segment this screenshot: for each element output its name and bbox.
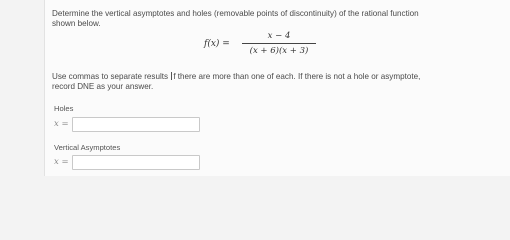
formula-denominator: (x + 6)(x + 3) bbox=[249, 46, 309, 56]
instructions-line-1-end: f there are more than one of each. If there is not a hole or asymptote, bbox=[173, 72, 421, 81]
holes-label: Holes bbox=[54, 104, 74, 113]
question-prompt bbox=[52, 9, 492, 29]
vertical-asymptotes-input[interactable] bbox=[72, 155, 200, 170]
holes-variable: x = bbox=[54, 119, 69, 129]
holes-input[interactable] bbox=[72, 117, 200, 132]
prompt-line-2: shown below. bbox=[52, 19, 101, 28]
instructions-line-1 bbox=[52, 72, 492, 82]
instructions-line-2: record DNE as your answer. bbox=[52, 82, 154, 91]
instructions-line-1-start: Use commas to separate results bbox=[52, 72, 169, 81]
asymptotes-variable: x = bbox=[54, 157, 69, 167]
fraction-bar bbox=[242, 43, 316, 44]
formula-lhs: f(x) = bbox=[204, 39, 230, 49]
formula-fraction bbox=[242, 30, 316, 57]
prompt-line-1: Determine the vertical asymptotes and holes (removable points of discontinuity) of the rational function bbox=[52, 9, 419, 18]
vertical-asymptotes-label: Vertical Asymptotes bbox=[54, 143, 121, 152]
answer-instructions bbox=[52, 72, 492, 92]
formula-numerator: x − 4 bbox=[267, 31, 291, 41]
